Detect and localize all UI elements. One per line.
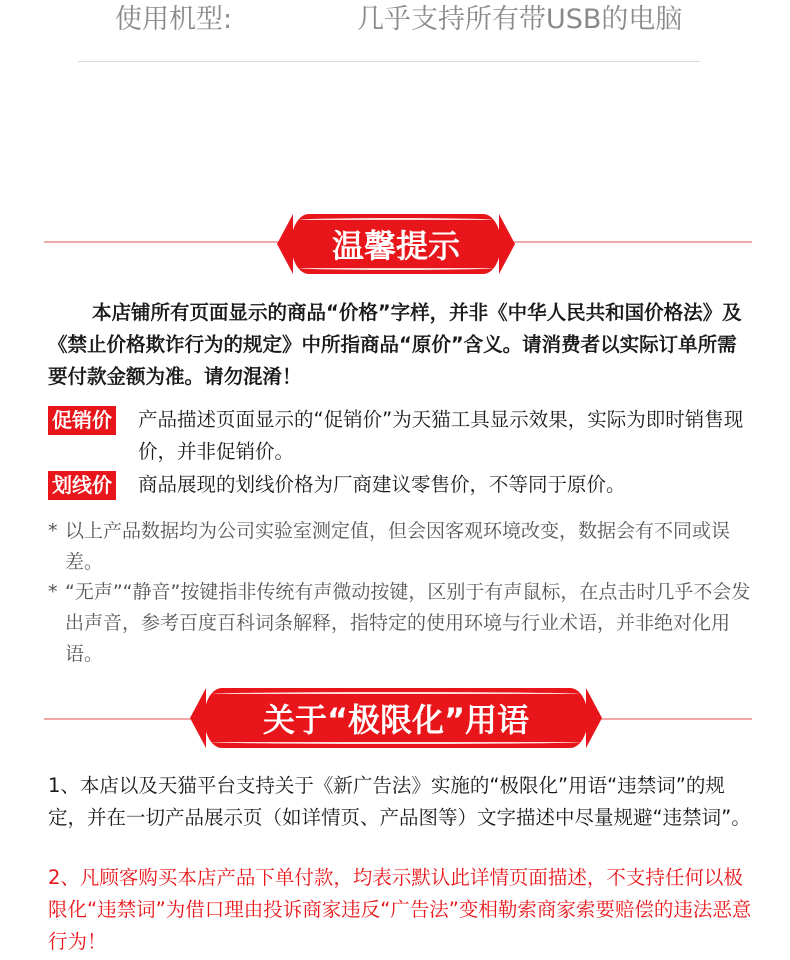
note-star: * <box>48 581 58 603</box>
promo-price-badge: 促销价 <box>48 406 116 435</box>
promo-price-text: 产品描述页面显示的“促销价”为天猫工具显示效果，实际为即时销售现价，并非促销价。 <box>138 408 744 463</box>
section1-title: 温馨提示 <box>331 227 460 265</box>
section2-title: 关于“极限化”用语 <box>262 701 530 739</box>
note-star: * <box>48 520 58 542</box>
note-item <box>48 577 752 670</box>
section2-banner <box>204 688 588 748</box>
strike-price-badge: 划线价 <box>48 471 116 500</box>
strike-price-text: 商品展现的划线价格为厂商建议零售价，不等同于原价。 <box>138 473 626 496</box>
spec-divider <box>78 61 700 62</box>
rule-item-2: 2、凡顾客购买本店产品下单付款，均表示默认此详情页面描述，不支持任何以极限化“违禁词”为借口理由投诉商家违反“广告法”变相勒索商家索要赔偿的违法恶意行为！ <box>48 866 752 953</box>
rule-item-1: 1、本店以及天猫平台支持关于《新广告法》实施的“极限化”用语“违禁词”的规定，并在一切产品展示页（如详情页、产品图等）文字描述中尽量规避“违禁词”。 <box>48 774 751 829</box>
note-item <box>48 516 752 578</box>
note-text: 以上产品数据均为公司实验室测定值，但会因客观环境改变，数据会有不同或误差。 <box>65 520 731 573</box>
spec-value: 几乎支持所有带USB的电脑 <box>357 4 683 35</box>
spec-label: 使用机型: <box>115 4 233 35</box>
note-text: “无声”“静音”按键指非传统有声微动按键，区别于有声鼠标，在点击时几乎不会发出声音，参考百度百科词条解释，指特定的使用环境与行业术语，并非绝对化用语。 <box>65 581 751 665</box>
tag-row-promo <box>48 404 752 468</box>
tag-row-strike <box>48 469 752 501</box>
spec-row <box>0 0 790 40</box>
section1-banner <box>291 214 501 274</box>
notice-intro: 本店铺所有页面显示的商品“价格”字样，并非《中华人民共和国价格法》及《禁止价格欺诈行为的规定》中所指商品“原价”含义。请消费者以实际订单所需要付款金额为准。请勿混淆！ <box>48 301 742 388</box>
